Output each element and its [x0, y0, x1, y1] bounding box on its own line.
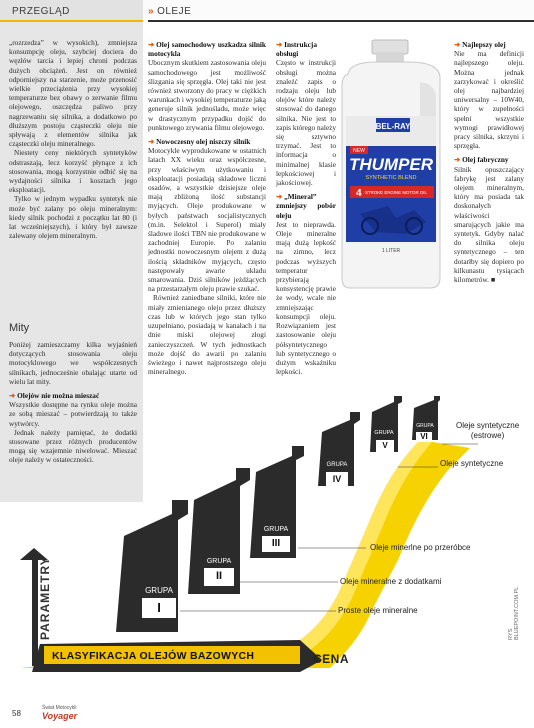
bottle-stroke: 4 — [356, 188, 362, 199]
arrow-icon: ➜ — [276, 40, 283, 49]
heading-manual: ➜ Instrukcja obsługi — [276, 40, 317, 59]
myths-intro: Poniżej zamieszczamy kilka wyjaśnień dotyczących stosowania oleju motocyklowego we współczesnych silnikach, jednocześnie obalając utarte od wielu lat mity. — [9, 340, 137, 386]
arrow-icon: ➜ — [148, 137, 155, 147]
col2-paragraph: Również zaniedbane silniki, które nie miały zmienianego oleju przez dłuższy czas lub w których jego stan tylko uzupełniano, posiadają w kanałach i na dnie miski olejowej złogi zanieczyszczeń. W tych jednostkach może dojść do awarii po zalaniu świeżego i nawet najprostszego oleju mineralnego. — [148, 293, 266, 377]
heading-best-oil: ➜ Najlepszy olej — [454, 40, 506, 49]
column-4 — [454, 40, 524, 284]
column-2 — [148, 40, 266, 376]
column-1 — [9, 38, 137, 240]
heading-car-oil: ➜ Olej samochodowy uszkadza silnik motocykla — [148, 40, 266, 59]
oil-bottle-image — [336, 38, 448, 290]
label-synthetic: Oleje syntetyczne — [440, 459, 504, 468]
section-title: PRZEGLĄD — [0, 0, 143, 22]
axis-parameters: PARAMETRY — [38, 556, 52, 640]
label-mineral-additives: Oleje mineralne z dodatkami — [340, 577, 442, 586]
subsection-arrow: » — [148, 6, 155, 17]
bottle-line2: STROKE ENGINE MOTOR OIL — [365, 190, 427, 195]
subsection-label: OLEJE — [157, 6, 192, 17]
group-number: III — [271, 538, 281, 549]
axis-price: CENA — [313, 652, 350, 666]
arrow-icon: ➜ — [276, 192, 283, 202]
group-number: II — [215, 570, 223, 582]
page-number: 58 — [12, 709, 21, 718]
col2-paragraph: Motocykle wyprodukowane w ostatnich latach XX wieku oraz współczesne, przy właściwym użytkowaniu i eksploatacji posiadają składowe liczni osadów, a wszystkie dzisiejsze oleje mają zbliżoną ilość substancji myjących. Oleje produkowane w byłych państwach socjalistycznych (m.in. Selektol i Superol) miały śladowe ilości TBN nie produkowane w zachodniej Europie. Po zalaniu jednostki nowoczesnym olejem z dużą ilością składników myjących, często następowały awarie układu smarowania. Dziś silników jeżdżących na przestarzałym oleju prawie szukać. — [148, 146, 266, 294]
grupa-label: GRUPA — [326, 462, 348, 468]
heading-modern-oil: ➜ Nowoczesny olej niszczy silnik — [148, 137, 251, 147]
arrow-icon: ➜ — [454, 155, 461, 165]
subsection-title — [148, 6, 191, 17]
arrow-icon: ➜ — [9, 391, 16, 401]
bottle-badge: NEW — [353, 148, 365, 154]
group-number: V — [382, 441, 388, 450]
mixing-paragraph: Jednak należy pamiętać, że dodatki stosowane przez różnych producentów mogą się wzajemnie niwelować. Mieszać oleje należy w ostateczności. — [9, 427, 137, 465]
group-number: IV — [332, 474, 342, 484]
grupa-label: GRUPA — [206, 558, 232, 565]
col3-paragraph: Jest to nieprawda. Oleje mineralne mają dużą lepkość na zimno, lecz podczas wyższych temperatur przybierają konsystencję prawie że wody, wcale nie zmniejszając konsumpcji oleju. Rozwiązaniem jest zastosowanie oleju półsyntetycznego lub syntetycznego o dużym wskaźniku lepkości. — [276, 219, 336, 377]
arrow-icon: ➜ — [148, 40, 155, 49]
label-ester-synthetic: Oleje syntetyczne (estrowe) — [456, 421, 520, 440]
mixing-heading: ➜ Olejów nie można mieszać — [9, 391, 100, 401]
arrow-icon: ➜ — [454, 40, 461, 49]
label-simple-mineral: Proste oleje mineralne — [338, 606, 418, 615]
mixing-paragraph: Wszystkie dostępne na rynku oleje można ze sobą mieszać – potwierdzają to także wytwórcy. — [9, 400, 137, 428]
bottle-volume: 1 LITER — [381, 248, 401, 254]
col1-paragraph: „rozrzedza” w wysokich), zmniejsza konsumpcję oleju, szybciej dociera do węzłów tarcia i lepiej chroni podczas dużych obciążeń. Jest on również odporniejszy na starzenie, może przenosić wielkie przeciążenia przy wysokiej temperaturze bez obawy o zerwanie filmu olejowego, oszczędza paliwo przy nagrzewaniu się silnika, a dodatkowo po dłuższym postoju cząsteczki oleju nie spływają z elementów silnika jak cząsteczki oleju mineralnego. — [9, 38, 137, 149]
bottle-subname: SYNTHETIC BLEND — [365, 175, 417, 181]
header-rule — [148, 20, 534, 22]
page-header — [0, 0, 534, 22]
col1-paragraph: Tylko w jednym wypadku syntetyk nie może być zalany po oleju mineralnym: kiedy silnik pochodzi z początku lat 80 (i lat wcześniejszych), i który był zawsze zalewany olejem mineralnym. — [9, 194, 137, 241]
heading-mineral: ➜ „Mineral” zmniejszy pobór oleju — [276, 192, 336, 220]
col4-paragraph: Nie ma definicji najlepszego oleju. Można jednak zarzykować i określić olej najbardziej uniwersalny – 10W40, który w zupełności spełni wszystkie wymogi prawidłowej pracy silnika, skrzyni i sprzęgła. — [454, 49, 524, 151]
grupa-label: GRUPA — [263, 526, 289, 533]
magazine-logo: Świat Motocykli Voyager — [42, 705, 78, 721]
column-3 — [276, 40, 336, 376]
grupa-label: GRUPA — [416, 423, 434, 429]
grupa-label: GRUPA — [145, 586, 173, 595]
group-number: VI — [420, 432, 428, 441]
col2-paragraph: Ubocznym skutkiem zastosowania oleju samochodowego jest możliwość ślizgania się sprzęgła. Olej taki nie jest również stworzony do pracy w ciężkich warunkach i wysokiej temperaturze jaką generuje silnik jednośladu, może więc w drastycznym przypadku dojść do punktowego zrywania filmu olejowego. — [148, 58, 266, 132]
group-number: I — [157, 600, 161, 615]
heading-factory-oil: ➜ Olej fabryczny — [454, 155, 509, 165]
diagram-banner: KLASYFIKACJA OLEJÓW BAZOWYCH — [52, 650, 255, 662]
col1-paragraph: Niestety ceny niektórych syntetyków odstraszają, lecz korzyść płynące z ich stosowania, mogą korzystnie odbić się na wydajności silnika i kosztach jego eksploatacji. — [9, 148, 137, 195]
label-processed-mineral: Oleje minerlne po przeróbce — [370, 543, 471, 552]
bottle-brand: BEL-RAY — [375, 122, 411, 131]
illustration-credit: RYS. BLUEPOINT.COM.PL — [508, 586, 520, 640]
end-mark-icon: ■ — [490, 275, 496, 285]
bottle-name: THUMPER — [348, 155, 434, 174]
myths-heading: Mity — [9, 322, 30, 334]
col3-paragraph: Często w instrukcji obsługi można znaleźć zapis o rodzaju oleju lub olejów które należy stosować do danego silnika. Nie jest to zapis którego należy się sztywno trzymać. Jest to informacja o minimalnej klasie lepkościowej i jakościowej. — [276, 58, 336, 188]
col4-paragraph: Silnik opuszczający fabrykę jest zalany olejem mineralnym, który ma posiada tak doskonałych właściwości smarujących jakie ma syntetyk. Gdyby nalać do silnika oleju syntetycznego – ten dotarłby się dopiero po kilkunastu tysiącach kilometrów. ■ — [454, 164, 524, 285]
page-footer — [0, 700, 534, 728]
grupa-label: GRUPA — [374, 430, 394, 436]
